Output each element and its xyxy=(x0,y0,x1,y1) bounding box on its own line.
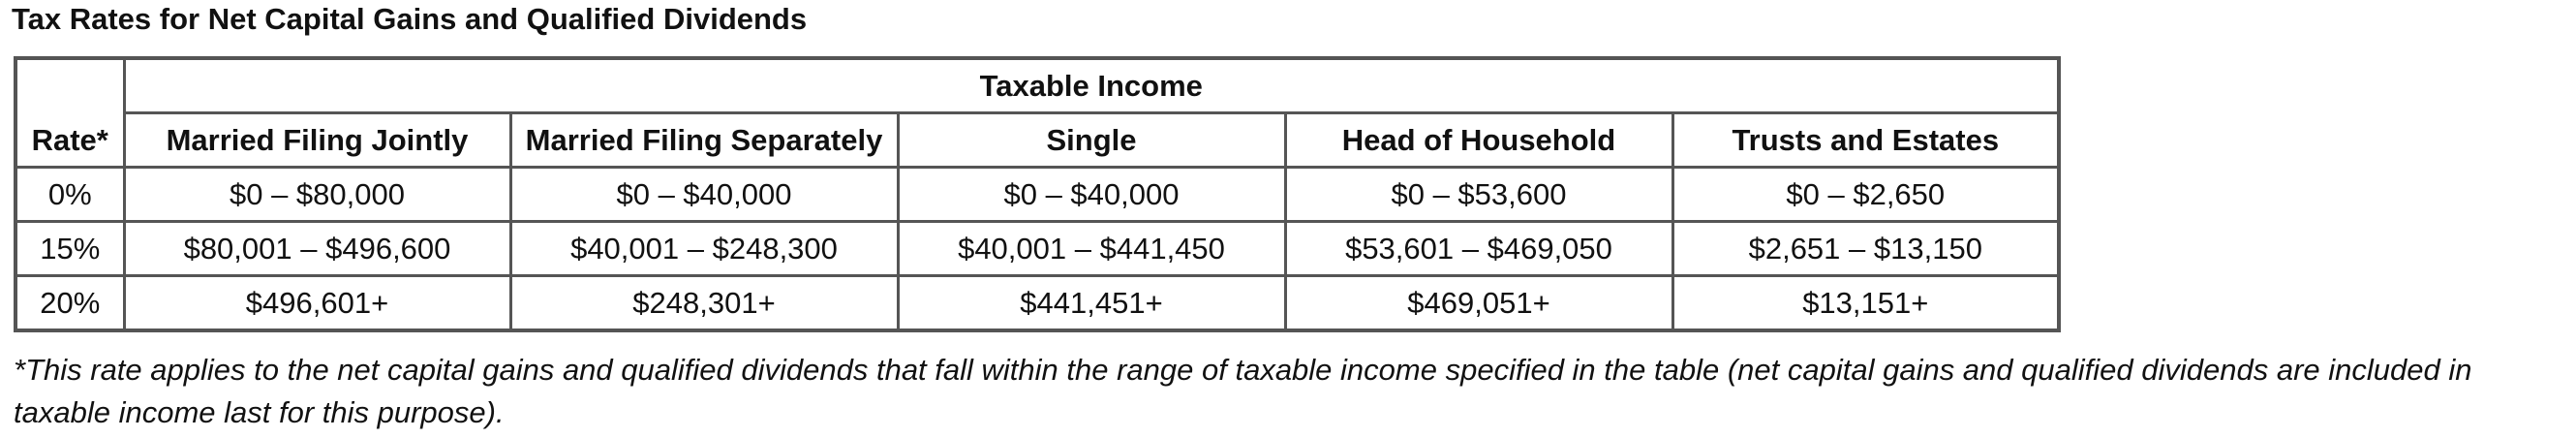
table-cell: $0 – $53,600 xyxy=(1285,168,1672,222)
table-group-header-row xyxy=(15,58,2059,113)
table-cell: $441,451+ xyxy=(898,276,1285,331)
taxable-income-group-header: Taxable Income xyxy=(124,58,2059,113)
table-cell: $80,001 – $496,600 xyxy=(124,222,510,276)
column-header-trusts-and-estates: Trusts and Estates xyxy=(1672,113,2059,168)
table-cell: $248,301+ xyxy=(510,276,898,331)
table-cell: $0 – $40,000 xyxy=(898,168,1285,222)
table-row xyxy=(15,222,2059,276)
table-column-header-row xyxy=(15,113,2059,168)
column-header-single: Single xyxy=(898,113,1285,168)
rate-cell: 20% xyxy=(15,276,124,331)
table-cell: $0 – $40,000 xyxy=(510,168,898,222)
rate-column-header: Rate* xyxy=(15,58,124,168)
table-cell: $0 – $80,000 xyxy=(124,168,510,222)
footnote: *This rate applies to the net capital gains and qualified dividends that fall within the range of taxable income specified in the table (net capital gains and qualified dividends are included in taxable income last for this purpose). xyxy=(14,353,2472,429)
column-header-married-filing-separately: Married Filing Separately xyxy=(510,113,898,168)
table-cell: $469,051+ xyxy=(1285,276,1672,331)
table-row xyxy=(15,276,2059,331)
column-header-head-of-household: Head of Household xyxy=(1285,113,1672,168)
rate-cell: 15% xyxy=(15,222,124,276)
table-cell: $40,001 – $248,300 xyxy=(510,222,898,276)
table-cell: $496,601+ xyxy=(124,276,510,331)
table-cell: $40,001 – $441,450 xyxy=(898,222,1285,276)
column-header-married-filing-jointly: Married Filing Jointly xyxy=(124,113,510,168)
tax-rates-table xyxy=(14,56,2061,332)
table-cell: $2,651 – $13,150 xyxy=(1672,222,2059,276)
table-cell: $0 – $2,650 xyxy=(1672,168,2059,222)
table-cell: $13,151+ xyxy=(1672,276,2059,331)
table-cell: $53,601 – $469,050 xyxy=(1285,222,1672,276)
rate-cell: 0% xyxy=(15,168,124,222)
page-title: Tax Rates for Net Capital Gains and Qualified Dividends xyxy=(12,2,808,36)
table-row xyxy=(15,168,2059,222)
